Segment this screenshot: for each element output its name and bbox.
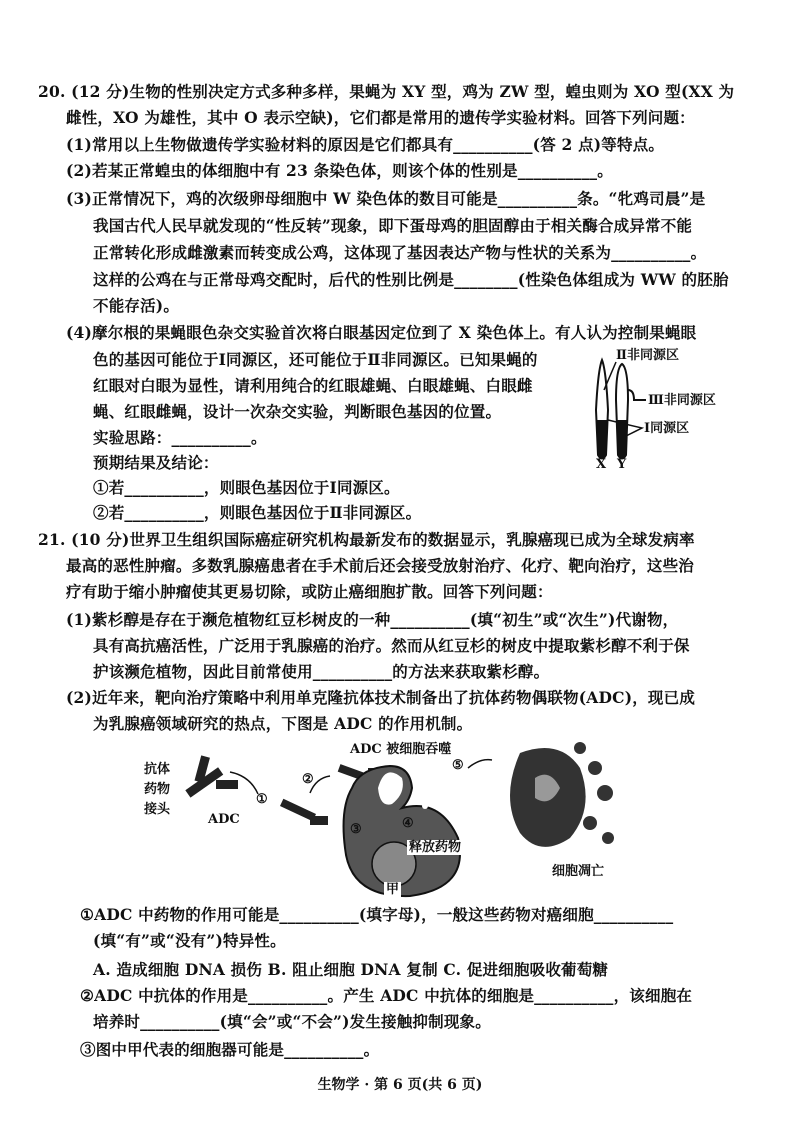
q20-line: 预期结果及结论： — [93, 453, 219, 472]
label-x: X — [596, 457, 607, 472]
q20-line: 我国古代人民早就发现的“性反转”现象，即下蛋母鸡的胆固醇由于相关酶合成异常不能 — [93, 216, 693, 235]
label-i-homologous: Ⅰ同源区 — [644, 421, 690, 436]
label-organelle-jia: 甲 — [386, 882, 400, 897]
label-release-drug: 释放药物 — [409, 840, 462, 855]
q20-line: 正常转化形成雌激素而转变成公鸡，这体现了基因表达产物与性状的关系为__________。 — [93, 243, 707, 262]
q20-sub4: (4)摩尔根的果蝇眼色杂交实验首次将白眼基因定位到了 X 染色体上。有人认为控制果蝇眼 — [66, 323, 697, 342]
q21-item3: ③图中甲代表的细胞器可能是__________。 — [80, 1040, 380, 1059]
q21-line: 21. (10 分)世界卫生组织国际癌症研究机构最新发布的数据显示，乳腺癌现已成为全球发病率 — [38, 530, 695, 549]
xy-chromosome-diagram — [590, 350, 730, 470]
q20-line: 实验思路：__________。 — [93, 428, 267, 447]
q20-line: 蝇、红眼雌蝇，设计一次杂交实验，判断眼色基因的位置。 — [93, 402, 502, 421]
q21-line: 疗有助于缩小肿瘤使其更易切除，或防止癌细胞扩散。回答下列问题： — [66, 582, 553, 601]
q20-line: ①若__________，则眼色基因位于Ⅰ同源区。 — [93, 478, 400, 497]
label-engulfed: ADC 被细胞吞噬 — [350, 742, 452, 757]
q21-sub2: (2)近年来，靶向治疗策略中利用单克隆抗体技术制备出了抗体药物偶联物(ADC)，现已成 — [66, 688, 696, 707]
q20-line: 20. (12 分)生物的性别决定方式多种多样，果蝇为 XY 型，鸡为 ZW 型，蝗虫则为 XO 型(XX 为 — [38, 82, 735, 101]
label-adc: ADC — [208, 812, 240, 827]
q20-line: 红眼对白眼为显性，请利用纯合的红眼雄蝇、白眼雄蝇、白眼雌 — [93, 376, 533, 395]
label-antibody: 抗体 — [144, 762, 171, 777]
step-3: ③ — [350, 822, 362, 837]
page-footer: 生物学 · 第 6 页(共 6 页) — [317, 1077, 483, 1093]
step-5: ⑤ — [452, 758, 464, 773]
q20-line: 不能存活)。 — [93, 296, 180, 315]
label-y: Y — [617, 457, 627, 472]
label-iii-nonhomologous: Ⅲ非同源区 — [648, 393, 716, 408]
q20-line: ②若__________，则眼色基因位于Ⅱ非同源区。 — [93, 503, 422, 522]
adc-mechanism-figure — [140, 738, 640, 898]
q21-line: 培养时__________(填“会”或“不会”)发生接触抑制现象。 — [93, 1012, 491, 1031]
q20-sub2: (2)若某正常蝗虫的体细胞中有 23 条染色体，则该个体的性别是__________。 — [66, 161, 613, 180]
q21-item2: ②ADC 中抗体的作用是__________。产生 ADC 中抗体的细胞是__________，该细胞在 — [80, 986, 693, 1005]
label-drug: 药物 — [144, 782, 171, 797]
q21-line: 为乳腺癌领域研究的热点，下图是 ADC 的作用机制。 — [93, 714, 473, 733]
q20-line: 雌性，XO 为雄性，其中 O 表示空缺)，它们都是常用的遗传学实验材料。回答下列问题： — [66, 108, 695, 127]
label-linker: 接头 — [144, 802, 171, 817]
q21-line: (填“有”或“没有”)特异性。 — [93, 931, 286, 950]
q20-sub1: (1)常用以上生物做遗传学实验材料的原因是它们都具有__________(答 2 点)等特点。 — [66, 135, 665, 154]
q20-line: 这样的公鸡在与正常母鸡交配时，后代的性别比例是________(性染色体组成为 WW 的胚胎 — [93, 270, 729, 289]
label-ii-nonhomologous: Ⅱ非同源区 — [616, 348, 679, 363]
q21-options: A. 造成细胞 DNA 损伤 B. 阻止细胞 DNA 复制 C. 促进细胞吸收葡萄糖 — [93, 960, 609, 979]
step-1: ① — [256, 792, 268, 807]
q21-sub1: (1)紫杉醇是存在于濒危植物红豆杉树皮的一种__________(填“初生”或“次生”)代谢物， — [66, 610, 679, 629]
chromosome-figure — [590, 350, 730, 470]
q20-sub3: (3)正常情况下，鸡的次级卵母细胞中 W 染色体的数目可能是__________条。“牝鸡司晨”是 — [66, 189, 706, 208]
q21-line: 护该濒危植物，因此目前常使用__________的方法来获取紫杉醇。 — [93, 662, 550, 681]
q21-line: 最高的恶性肿瘤。多数乳腺癌患者在手术前后还会接受放射治疗、化疗、靶向治疗，这些治 — [66, 556, 695, 575]
adc-molecule — [185, 755, 238, 797]
q21-item1: ①ADC 中药物的作用可能是__________(填字母)，一般这些药物对癌细胞__________ — [80, 905, 674, 924]
label-apoptosis: 细胞凋亡 — [552, 864, 605, 879]
step-4: ④ — [402, 816, 414, 831]
step-2: ② — [302, 772, 314, 787]
q20-line: 色的基因可能位于Ⅰ同源区，还可能位于Ⅱ非同源区。已知果蝇的 — [93, 350, 538, 369]
q21-line: 具有高抗癌活性，广泛用于乳腺癌的治疗。然而从红豆杉的树皮中提取紫杉醇不利于保 — [93, 636, 690, 655]
